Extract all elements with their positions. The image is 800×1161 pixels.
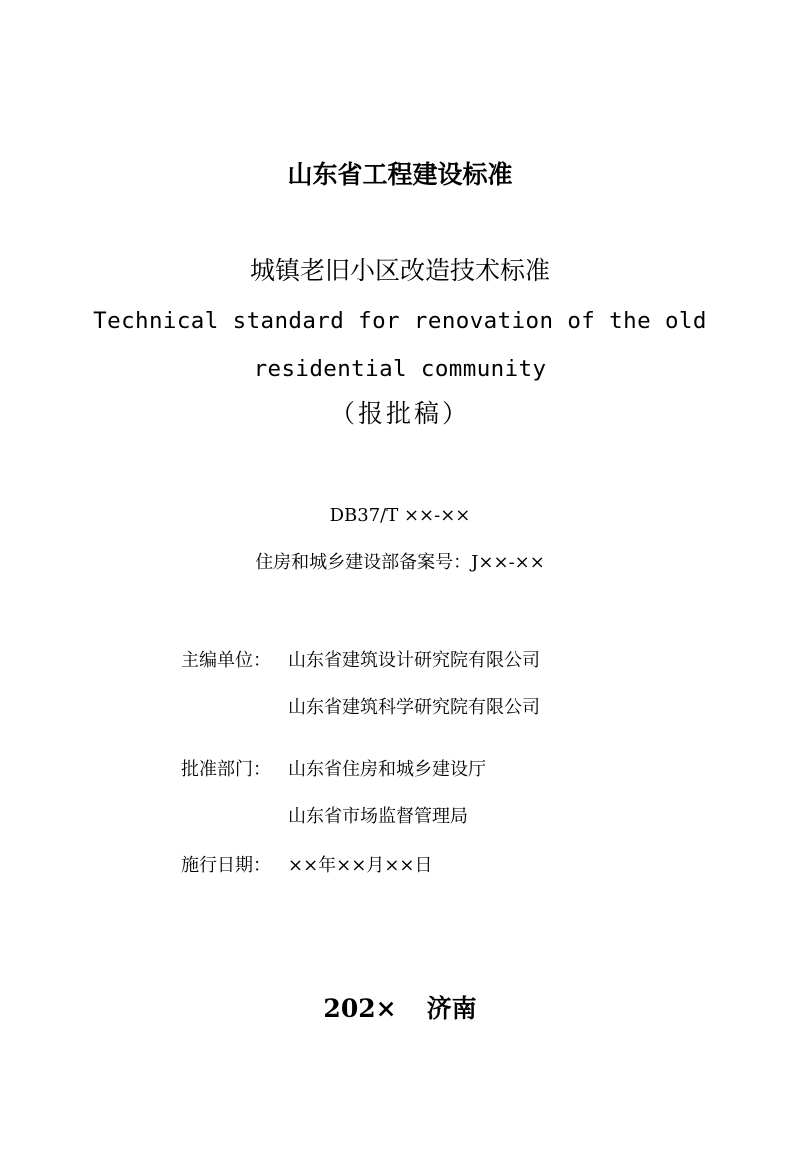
filing-number: 住房和城乡建设部备案号：J××-××: [255, 552, 545, 573]
chief-editor-label: 主编单位：: [181, 650, 271, 671]
standard-title-chinese: 城镇老旧小区改造技术标准: [249, 256, 550, 285]
standard-series-heading: 山东省工程建设标准: [287, 160, 513, 189]
standard-title-english-line2: residential community: [253, 356, 547, 382]
publication-footer: [0, 991, 800, 1027]
publication-year: 202×: [323, 994, 397, 1023]
approval-dept-1: 山东省住房和城乡建设厅: [288, 759, 486, 780]
chief-editor-org-2: 山东省建筑科学研究院有限公司: [288, 697, 540, 718]
standard-title-english-line1: Technical standard for renovation of the old: [93, 308, 707, 334]
implementation-date-value: ××年××月××日: [288, 855, 433, 876]
approval-dept-2: 山东省市场监督管理局: [288, 806, 468, 827]
draft-stage-label: （报批稿）: [329, 399, 470, 428]
implementation-date-label: 施行日期：: [181, 855, 271, 876]
standard-code: DB37/T ××-××: [329, 505, 471, 526]
chief-editor-org-1: 山东省建筑设计研究院有限公司: [288, 650, 540, 671]
publication-city: 济南: [426, 994, 477, 1023]
approval-label: 批准部门：: [181, 759, 271, 780]
